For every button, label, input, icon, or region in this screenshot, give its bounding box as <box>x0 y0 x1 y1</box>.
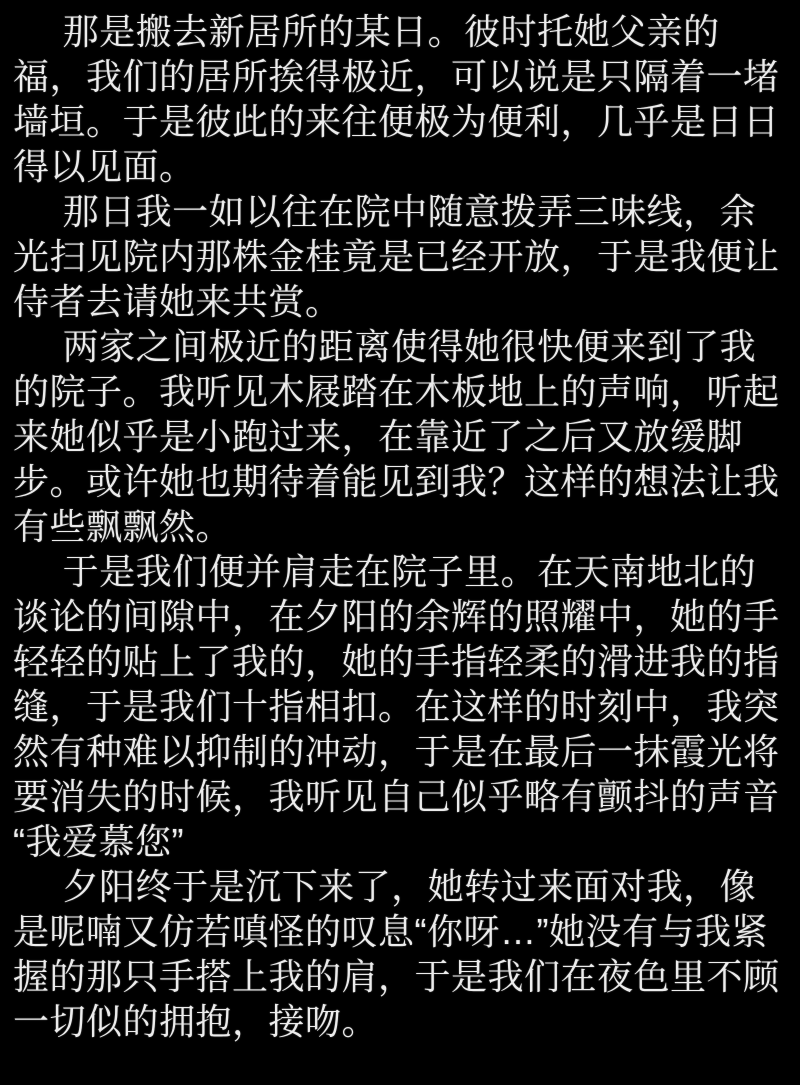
story-paragraph-3: 两家之间极近的距离使得她很快便来到了我的院子。我听见木屐踏在木板地上的声响，听起来她似乎是小跑过来，在靠近了之后又放缓脚步。或许她也期待着能见到我？这样的想法让我有些飘飘然。 <box>13 326 780 547</box>
story-paragraph-2: 那日我一如以往在院中随意拨弄三味线，余光扫见院内那株金桂竟是已经开放，于是我便让侍者去请她来共赏。 <box>13 191 780 322</box>
story-paragraph-4: 于是我们便并肩走在院子里。在天南地北的谈论的间隙中，在夕阳的余辉的照耀中，她的手轻轻的贴上了我的，她的手指轻柔的滑进我的指缝，于是我们十指相扣。在这样的时刻中，我突然有种难以抑制的冲动，于是在最后一抹霞光将要消失的时候，我听见自己似乎略有颤抖的声音“我爱慕您” <box>13 551 780 862</box>
story-paragraph-5: 夕阳终于是沉下来了，她转过来面对我，像是呢喃又仿若嗔怪的叹息“你呀…”她没有与我紧握的那只手搭上我的肩，于是我们在夜色里不顾一切似的拥抱，接吻。 <box>13 866 780 1042</box>
story-paragraph-1: 那是搬去新居所的某日。彼时托她父亲的福，我们的居所挨得极近，可以说是只隔着一堵墙垣。于是彼此的来往便极为便利，几乎是日日得以见面。 <box>13 11 780 187</box>
